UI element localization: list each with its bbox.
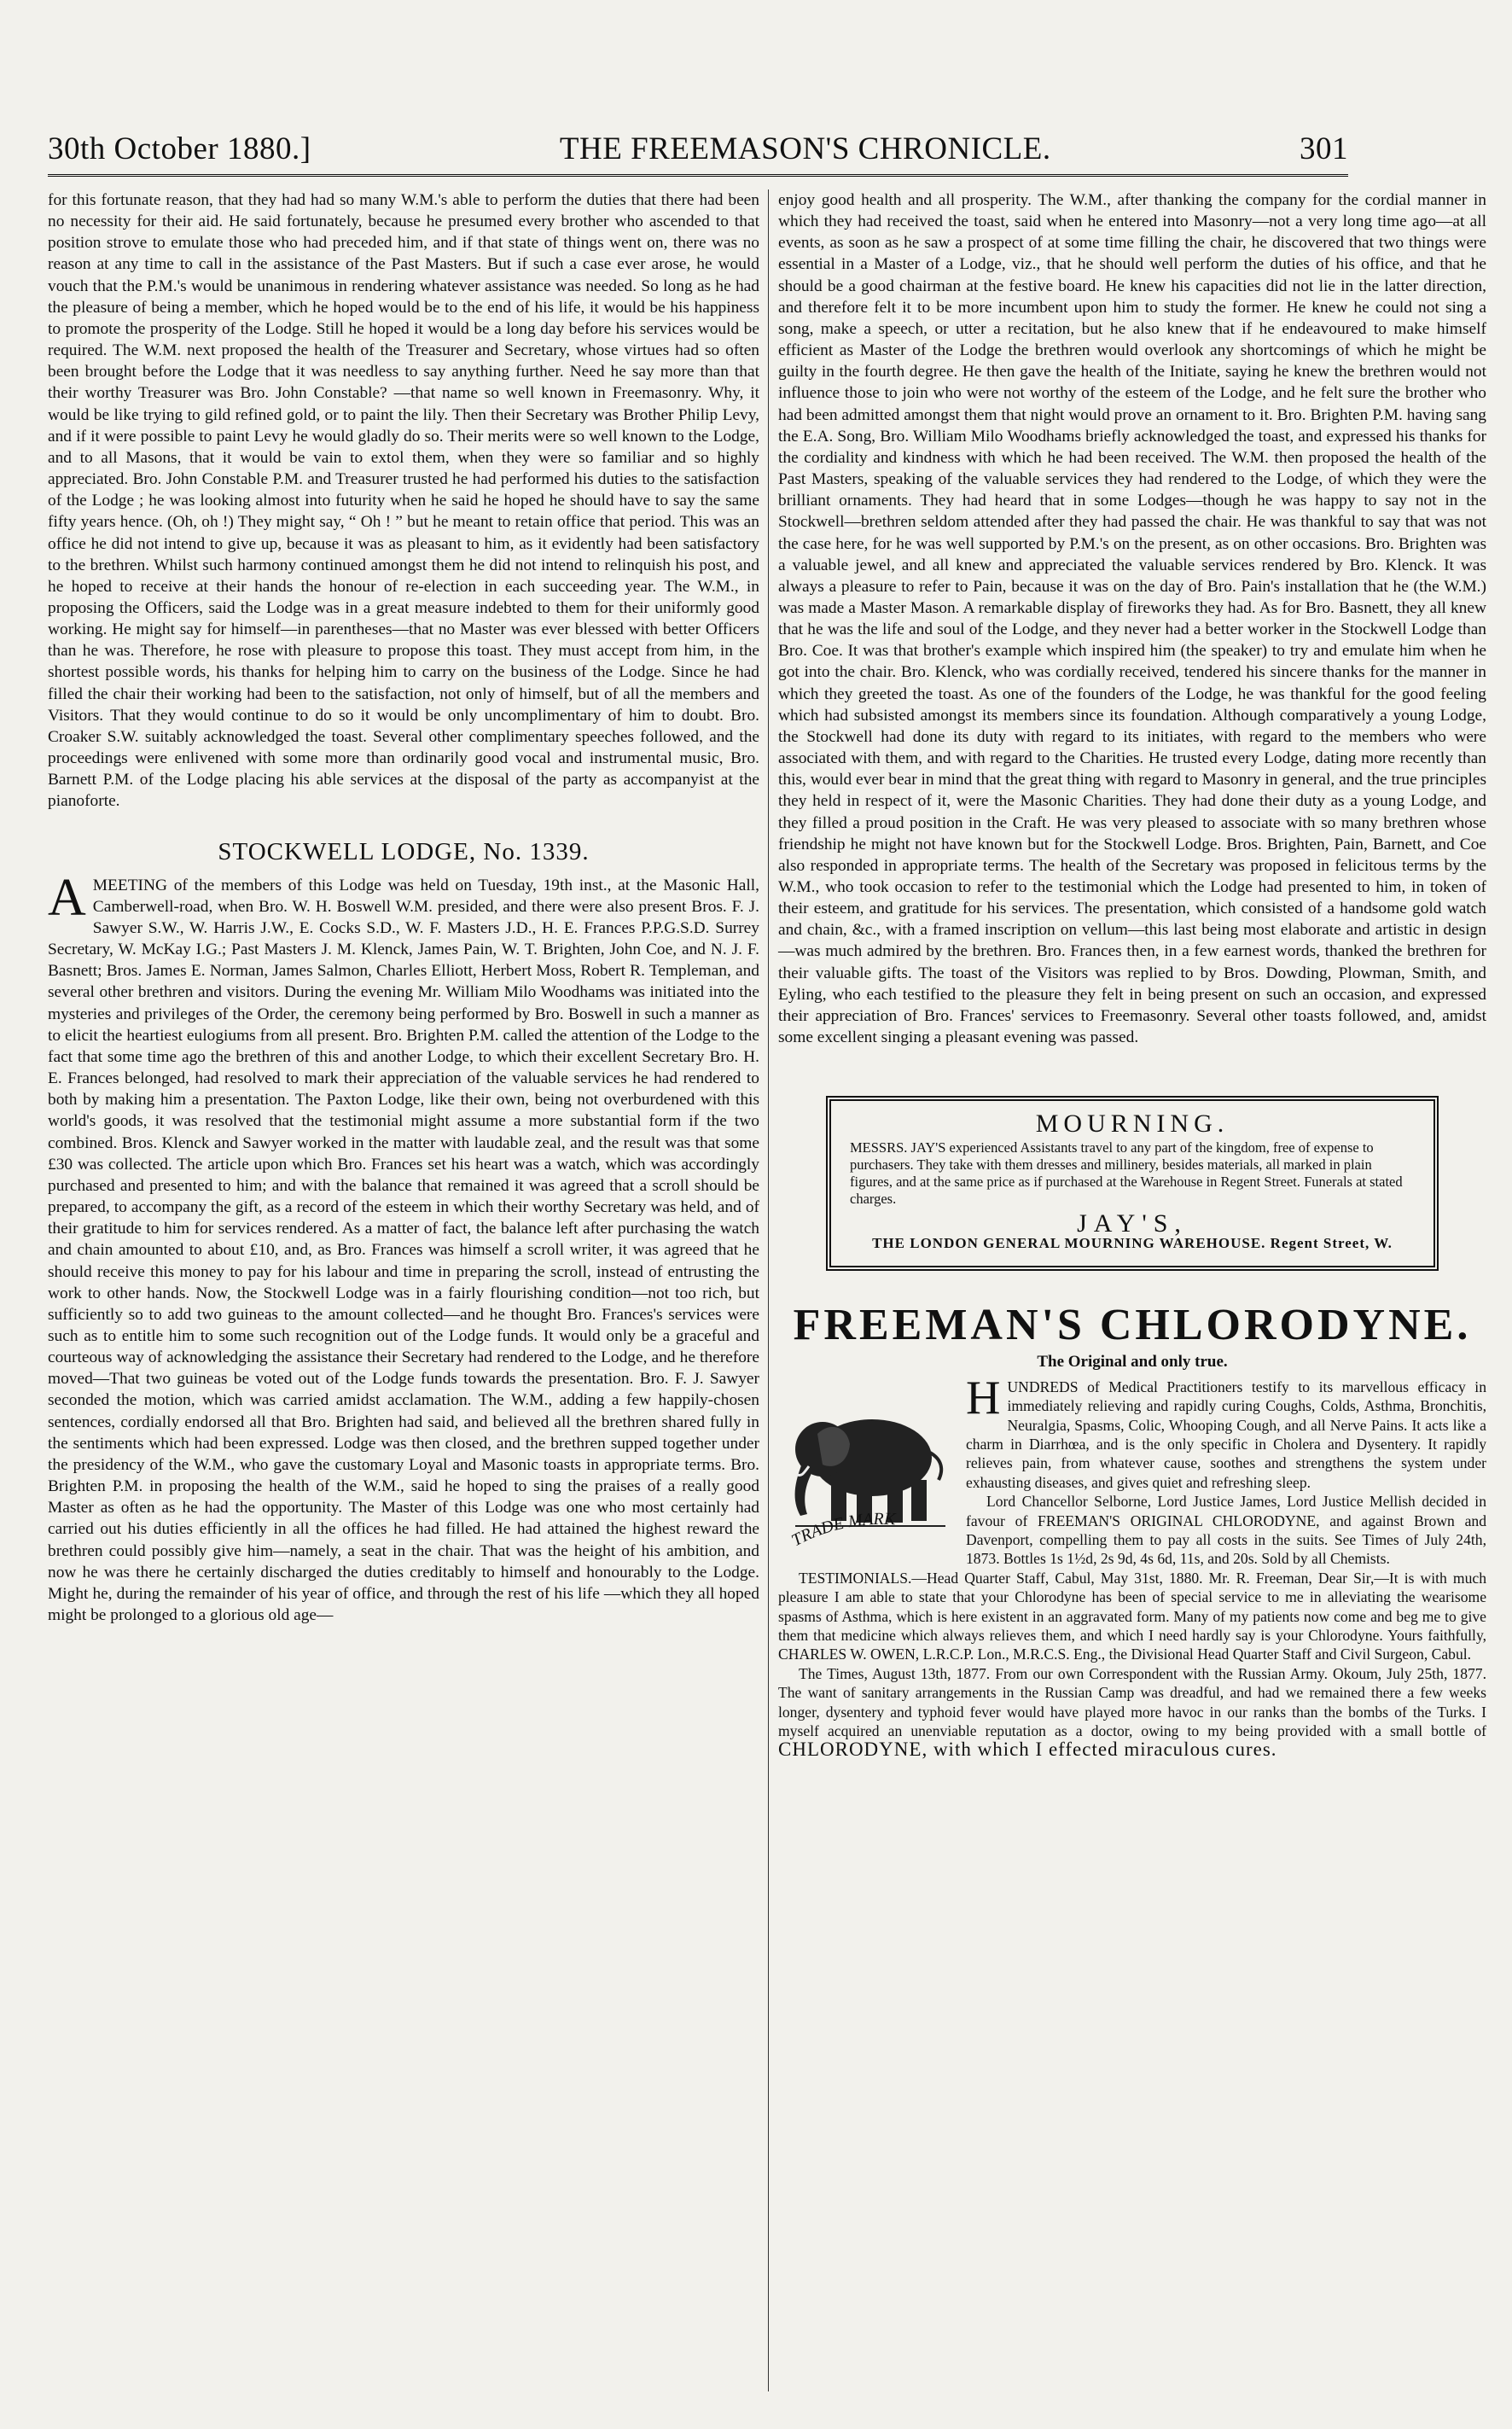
header-rule [48,174,1348,180]
mourning-advertisement [826,1096,1439,1270]
trade-mark-label: TRADE MARK [788,1509,896,1551]
chlorodyne-ad-body: HUNDREDS of Medical Practitioners testify to its marvellous efficacy in immediately relieving and rapidly curing Coughs, Colds, Asthma, Bronchitis, Neuralgia, Spasms, Colic, Whooping Cough, and all Nerve Pains. It acts like a charm in Diarrhœa, and is the only specific in Cholera and Dysentery. It rapidly relieves pain, from whatever cause, soothes and strengthens the system under exhausting diseases, and gives quiet and refreshing sleep. [966,1371,1486,1491]
svg-text:TRADE MARK [788,1509,897,1550]
stockwell-lodge-report: AMEETING of the members of this Lodge was held on Tuesday, 19th inst., at the Masonic Hall, Camberwell-road, when Bro. W. H. Boswell W.M. presided, and there were also present Bros. F. J. Sawyer S.W., W. Harris J.W., E. Cocks S.D., W. F. Masters J.D., H. E. Frances P.P.G.S.D. Surrey Secretary, W. McKay I.G.; Past Masters J. M. Klenck, James Pain, W. T. Brighten, John Coe, and N. J. F. Basnett; Bros. James E. Norman, James Salmon, Charles Elliott, Herbert Moss, Robert R. Templeman, and several other brethren and visitors. During the evening Mr. William Milo Woodhams was initiated into the mysteries and privileges of the Order, the ceremony being performed by Bro. Boswell in such a manner as to elicit the heartiest eulogiums from all present. Bro. Brighten P.M. called the attention of the Lodge to the fact that some time ago the brethren of this and another Lodge, to which their excellent Secretary Bro. H. E. Frances belonged, had resolved to mark their appreciation of the valuable services he had rendered to both by making him a presentation. The Paxton Lodge, like their own, being not overburdened with this world's goods, it was resolved that the testimonial might assume a more substantial form if the two combined. Bros. Klenck and Sawyer worked in the matter with laudable zeal, and the result was that some £30 was collected. The article upon which Bro. Frances set his heart was a watch, which was accordingly purchased and presented to him; and with the balance that remained it was agreed that a scroll should be prepared, to accompany the gift, as a record of the esteem in which their worthy Secretary was held, and of their gratitude to him for services rendered. As a matter of fact, the balance left after purchasing the watch and chain amounted to about £10, and, as Bro. Frances was himself a scroll writer, it was agreed that he should receive this money to pay for his labour and time in preparing the scroll, instead of entrusting the work to other hands. Now, the Stockwell Lodge was in a fairly flourishing condition—not too rich, but sufficiently so to add two guineas to the amount collected—and he thought Bro. Frances's services were such as to entitle him to some such recognition out of the Lodge funds. It would only be a graceful and courteous way of acknowledging the assistance their Secretary had rendered to the Lodge, and he therefore moved—That two guineas be voted out of the Lodge funds towards the presentation. Bro. F. J. Sawyer seconded the motion, which was carried amidst acclamation. The W.M., adding a few happily-chosen sentences, cordially endorsed all that Bro. Brighten had said, and believed all the brethren shared fully in the sentiments which had been expressed. Lodge was then closed, and the brethren supped together under the presidency of the W.M., who gave the customary Loyal and Masonic toasts in appropriate terms. Bro. Brighten P.M. in proposing the health of the W.M., said he hoped to sing the praises of a really good Master as often as he had the opportunity. The Master of this Lodge was one who most certainly had carried out his duties efficiently in all the offices he had filled. He had attained the highest reward the brethren could possibly give him—namely, a seat in the chair. That was the height of his ambition, and now he was there he certainly discharged the duties creditably to himself and honourably to the Lodge. Might he, during the remainder of his year of office, and through the rest of his life —which they all hoped might be prolonged to a glorious old age— [48,868,759,1624]
chlorodyne-ad-court-notice: Lord Chancellor Selborne, Lord Justice James, Lord Justice Mellish decided in favour of FREEMAN'S ORIGINAL CHLORODYNE, and against Brown and Davenport, compelling them to pay all costs in the suits. See Times of July 24th, 1873. Bottles 1s 1½d, 2s 9d, 4s 6d, 11s, and 20s. Sold by all Chemists. [966,1493,1486,1568]
running-header [48,119,1348,167]
times-extract-closing: CHLORODYNE, with which I effected miraculous cures. [778,1739,1277,1761]
issue-date: 30th October 1880.] [48,131,311,166]
chlorodyne-ad-heading: FREEMAN'S CHLORODYNE. [793,1300,1472,1349]
stockwell-lodge-report-continued: enjoy good health and all prosperity. The W.M., after thanking the company for the cordial manner in which they had received the toast, said when he entered into Masonry—not a very long time ago—at all events, as soon as he saw a prospect of at some time filling the chair, he discovered that two things were essential in a Master of a Lodge, viz., that he should well perform the duties of his office, and that he should be a good chairman at the festive board. He knew his capacities did not lie in the latter direction, and therefore felt it to be more incumbent upon him to study the former. He knew he could not sing a song, make a speech, or utter a recitation, but he also knew that if he endeavoured to make himself efficient as Master of the Lodge the brethren would overlook any shortcomings of which he might be guilty in the fourth degree. He then gave the health of the Initiate, saying he knew the brethren would not influence those to join who were not worthy of the esteem of the Lodge, and he felt sure the brother who had been admitted amongst them that night would prove an ornament to it. Bro. Brighten P.M. having sang the E.A. Song, Bro. William Milo Woodhams briefly acknowledged the toast, and expressed his thanks for the cordiality and kindness with which he had been received. The W.M. then proposed the health of the Past Masters, speaking of the valuable services they had rendered to the Lodge, of which they were the brilliant ornaments. They had heard that in some Lodges—though he was happy to say not in the Stockwell—brethren seldom attended after they had passed the chair. He was thankful to say that was not the case here, for he was well supported by P.M.'s on the present, as on other occasions. Bro. Brighten was a valuable jewel, and all knew and appreciated the valuable services rendered by Bro. Klenck. It was always a pleasure to refer to Pain, because it was on the day of Bro. Pain's installation that he (the W.M.) was made a Master Mason. A remarkable display of fireworks they had. As for Bro. Basnett, they all knew that he was the life and soul of the Lodge, and they never had a better worker in the Stockwell Lodge than Bro. Coe. It was that brother's example which inspired him (the speaker) to try and emulate him when he got into the chair. Bro. Klenck, who was cordially received, tendered his sincere thanks for the manner in which they greeted the toast. As one of the founders of the Lodge, he was thankful for the good feeling which had subsisted amongst its members since its foundation. Although comparatively a young Lodge, the Stockwell had done its duty with regard to its initiates, with regard to the members who were associated with them, and with regard to the Charities. He trusted every Lodge, dating more recently than this, would ever bear in mind that the great thing with regard to Masonry in general, and the true principles they held in respect of it, were the Masonic Charities. They had done their duty as a young Lodge, and they filled a proud position in the Craft. He was very pleased to associate with so many brethren whose friendship he might not have known but for the Stockwell Lodge. Bros. Brighten, Pain, Barnett, and Coe also responded in appropriate terms. The health of the Secretary was proposed in felicitous terms by the W.M., who took occasion to refer to the testimonial which the Lodge had presented to him, in token of their esteem, and gratitude for his services. The presentation, which consisted of a handsome gold watch and chain, &c., with a framed inscription on vellum—this last being most elaborate and artistic in design—was much admired by the brethren. Bro. Frances then, in a few earnest words, thanked the brethren for their valuable gifts. The toast of the Visitors was replied to by Bros. Dowding, Plowman, Smith, and Eyling, who each testified to the pleasure they felt in being present on such an occasion, and expressed their appreciation of Bro. Frances' services to Freemasonry. Several other toasts followed, and, amidst some excellent singing a pleasant evening was passed. [778,191,1486,1047]
mourning-ad-title: MOURNING. [1035,1110,1230,1139]
times-extract-text: The Times, August 13th, 1877. From our own Correspondent with the Russian Army. Okoum, July 25th, 1877. The want of sanitary arrangements in the Russian Camp was dreadful, and had we remained there a few weeks longer, dysentery and typhoid fever would have played more havoc in our ranks than the bombs of the Turks. I myself acquired an unenviable reputation as a doctor, owing to my being provided with a small bottle of [778,1664,1486,1740]
column-divider [768,189,769,2391]
elephant-trade-mark-icon [778,1381,957,1552]
section-title-stockwell-lodge: STOCKWELL LODGE, No. 1339. [218,837,590,865]
chlorodyne-advertisement [778,1302,1486,1761]
left-column [48,189,759,1626]
chlorodyne-ad-testimonial: TESTIMONIALS.—Head Quarter Staff, Cabul, May 31st, 1880. Mr. R. Freeman, Dear Sir,—It is with much pleasure I am able to state that your Chlorodyne has been of special service to me in alleviating the wearisome spasms of Asthma, which is here existent in an aggravated form. Many of my patients now come and beg me to give them that medicine which always relieves them, and which I need hardly say is your Chlorodyne. Yours faithfully, CHARLES W. OWEN, L.R.C.P. Lon., M.R.C.S. Eng., the Divisional Head Quarter Staff and Civil Surgeon, Cabul. [778,1569,1486,1663]
page-number: 301 [1299,131,1348,166]
mourning-ad-brand: JAY'S, [1077,1209,1188,1238]
chlorodyne-ad-times-extract [778,1664,1486,1761]
article-continuation: for this fortunate reason, that they had had so many W.M.'s able to perform the duties that there had been no necessity for their aid. He said fortunately, because he presumed every brother who ascended to that position strove to emulate those who had preceded him, and if that state of things went on, there was no reason at any time to call in the assistance of the Past Masters. But if such a case ever arose, he would vouch that the P.M.'s would be unanimous in rendering whatever assistance was needed. So long as he had the pleasure of being a member, which he hoped would be to the end of his life, it would be his happiness to promote the prosperity of the Lodge. Still he hoped it would be a long day before his services would be required. The W.M. next proposed the health of the Treasurer and Secretary, whose virtues had so often been brought before the Lodge that it was needless to say anything further. Need he say more than that their worthy Treasurer was Bro. John Constable? —that name so well known in Freemasonry. Why, it would be like trying to gild refined gold, or to paint the lily. Then their Secretary was Brother Philip Levy, and if it were possible to paint Levy he would gladly do so. Their merits were so well known to the Lodge, and to all Masons, that it would be vain to extol them, when they were so familiar and so highly appreciated. Bro. John Constable P.M. and Treasurer trusted he had performed his duties to the satisfaction of the Lodge ; he was looking almost into futurity when he said he hoped he should have to say the same fifty years hence. (Oh, oh !) They might say, “ Oh ! ” but he meant to retain office that period. This was an office he did not intend to give up, because it was as pleasant to him, as it evidently had been satisfactory to the brethren. Whilst such harmony continued amongst them he did not intend to relinquish his post, and he hoped to receive at their hands the honour of re-election in each succeeding year. The W.M., in proposing the Officers, said the Lodge was in a great measure indebted to them for their uniformly good working. He might say for himself—in parentheses—that no Master was ever blessed with better Officers than he was. Therefore, he rose with pleasure to propose this toast. They must accept from him, in the shortest possible words, his thanks for helping him to carry on the business of the Lodge. Since he had filled the chair their working had been to the satisfaction, not only of himself, but of all the members and Visitors. That they would continue to do so it would be only uncomplimentary of him to doubt. Bro. Croaker S.W. suitably acknowledged the toast. Several other complimentary speeches followed, and the proceedings were enlivened with some more than ordinarily good vocal and instrumental music, Bro. Barnett P.M. of the Lodge placing his able services at the disposal of the party as accompanyist at the pianoforte. [48,191,759,811]
right-column [778,189,1486,1761]
publication-title: THE FREEMASON'S CHRONICLE. [559,131,1051,166]
chlorodyne-ad-subheading: The Original and only true. [1037,1352,1228,1371]
mourning-ad-body: MESSRS. JAY'S experienced Assistants travel to any part of the kingdom, free of expense to purchasers. They take with them dresses and millinery, besides materials, all marked in plain figures, and at the same price as if purchased at the Warehouse in Regent Street. Funerals at stated charges. [850,1139,1403,1208]
mourning-ad-address: THE LONDON GENERAL MOURNING WAREHOUSE. Regent Street, W. [872,1234,1393,1251]
